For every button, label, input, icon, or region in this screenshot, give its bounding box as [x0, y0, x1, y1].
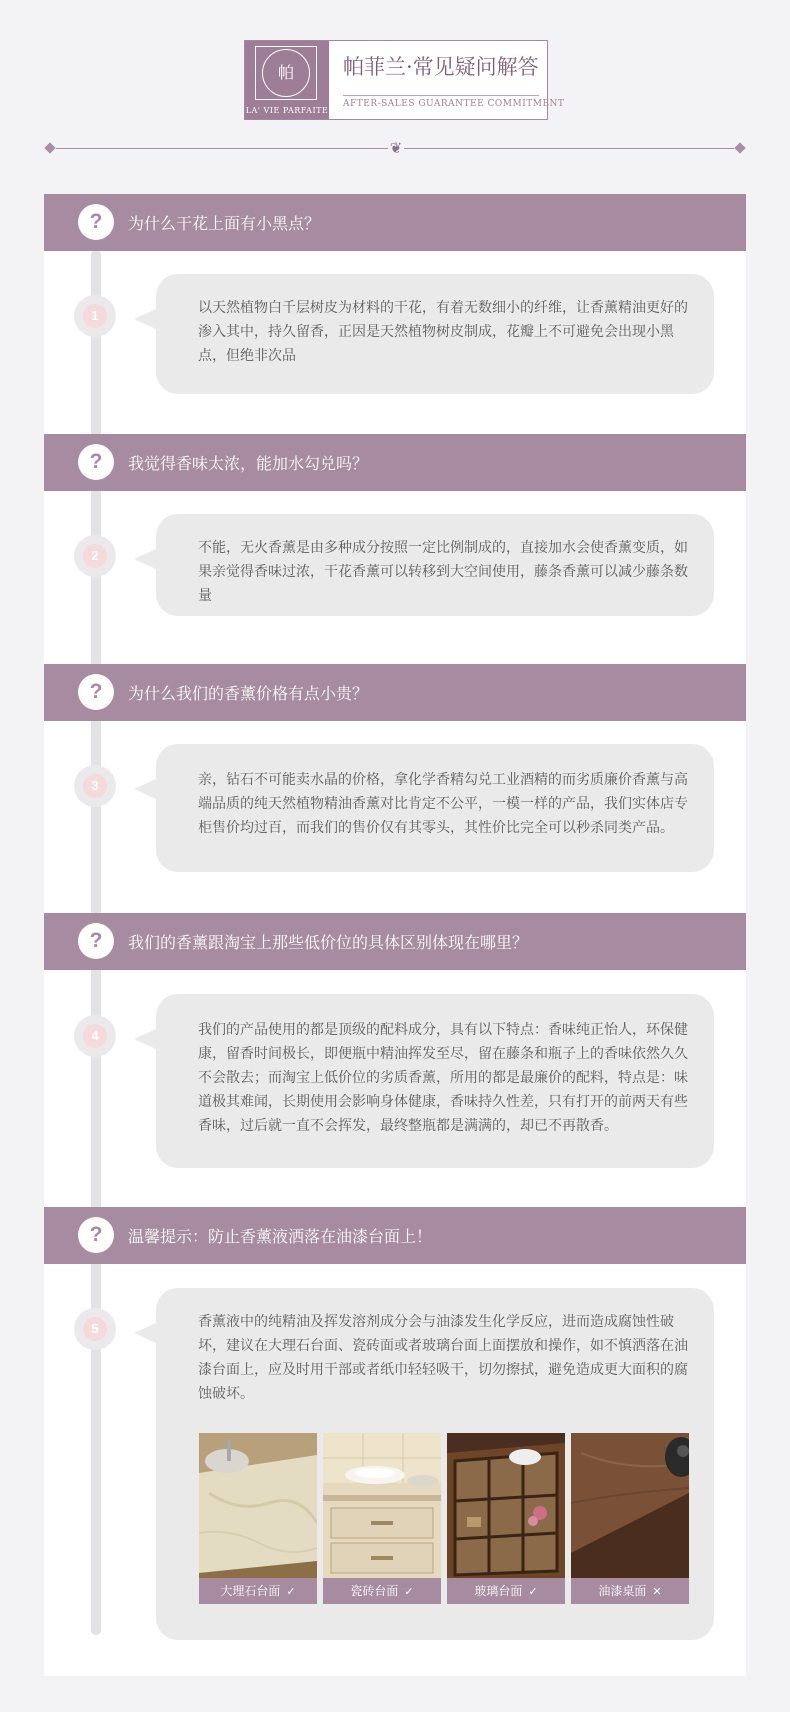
brand-logo-box: [244, 40, 565, 120]
check-icon: ✓: [404, 1585, 414, 1598]
question-text: 为什么干花上面有小黑点？: [128, 214, 321, 233]
answer-bubble: [156, 744, 714, 872]
lacquer-surface-photo: [571, 1433, 689, 1604]
brand-logo: [245, 41, 329, 119]
step-number-badge: [74, 535, 116, 577]
question-mark-icon: ?: [78, 923, 114, 959]
step-number: 2: [83, 544, 107, 568]
step-number: 5: [83, 1317, 107, 1341]
question-mark-icon: ?: [78, 1217, 114, 1253]
question-mark-icon: ?: [78, 444, 114, 480]
brand-logo-subtitle: LA' VIE PARFAITE: [245, 106, 329, 115]
check-icon: ✓: [286, 1585, 296, 1598]
surface-label: 大理石台面 ✓: [199, 1578, 317, 1604]
question-text: 为什么我们的香薰价格有点小贵？: [128, 684, 369, 703]
divider-diamond-right: [734, 142, 745, 153]
step-number: 1: [83, 304, 107, 328]
answer-text: 我们的产品使用的都是顶级的配料成分，具有以下特点：香味纯正怡人，环保健康，留香时间极长，即便瓶中精油挥发至尽，留在藤条和瓶子上的香味依然久久不会散去；而淘宝上低价位的劣质香薰，所用的都是最廉价的配料，特点是：味道极其难闻，长期使用会影响身体健康，香味持久性差，只有打开的前两天有些香味，过后就一直不会挥发，最终整瓶都是满满的，却已不再散香。: [198, 1022, 688, 1134]
ornament-icon: ❦: [389, 139, 403, 157]
step-number-badge: [74, 1308, 116, 1350]
question-bar: [44, 1207, 746, 1264]
question-bar: [44, 913, 746, 970]
answer-bubble: [156, 274, 714, 394]
step-number-badge: [74, 765, 116, 807]
question-bar: [44, 434, 746, 491]
surface-label: 玻璃台面 ✓: [447, 1578, 565, 1604]
header-divider: [46, 140, 744, 160]
answer-bubble: [156, 994, 714, 1168]
surface-label: 油漆桌面 ✕: [571, 1578, 689, 1604]
page-subtitle: AFTER-SALES GUARANTEE COMMITMENT: [343, 99, 565, 109]
close-icon: ✕: [652, 1585, 662, 1598]
surface-photo-row: [199, 1433, 689, 1604]
step-number-badge: [74, 295, 116, 337]
step-number-badge: [74, 1015, 116, 1057]
check-icon: ✓: [528, 1585, 538, 1598]
brand-seal: [255, 46, 317, 100]
title-underline: [343, 95, 539, 96]
answer-text: 香薰液中的纯精油及挥发溶剂成分会与油漆发生化学反应，进而造成腐蚀性破坏，建议在大理石台面、瓷砖面或者玻璃台面上面摆放和操作，如不慎洒落在油漆台面上，应及时用干部或者纸巾轻轻吸干，切勿擦拭，避免造成更大面积的腐蚀破坏。: [198, 1314, 688, 1402]
question-text: 我们的香薰跟淘宝上那些低价位的具体区别体现在哪里？: [128, 933, 529, 952]
answer-text: 亲，钻石不可能卖水晶的价格，拿化学香精勾兑工业酒精的而劣质廉价香薰与高端品质的纯天然植物精油香薰对比肯定不公平，一模一样的产品，我们实体店专柜售价均过百，而我们的售价仅有其零头，其性价比完全可以秒杀同类产品。: [198, 772, 688, 836]
answer-bubble: [156, 514, 714, 616]
brand-seal-circle: 帕: [262, 49, 310, 97]
question-bar: [44, 194, 746, 251]
tile-surface-photo: [323, 1433, 441, 1604]
page-header: [0, 0, 790, 170]
answer-text: 以天然植物白千层树皮为材料的干花，有着无数细小的纤维，让香薰精油更好的渗入其中，持久留香，正因是天然植物树皮制成，花瓣上不可避免会出现小黑点，但绝非次品: [198, 300, 688, 364]
surface-label: 瓷砖台面 ✓: [323, 1578, 441, 1604]
question-text: 我觉得香味太浓，能加水勾兑吗？: [128, 454, 369, 473]
page-title: 帕菲兰·常见疑问解答: [343, 55, 539, 79]
step-number: 3: [83, 774, 107, 798]
divider-diamond-left: [44, 142, 55, 153]
question-bar: [44, 664, 746, 721]
glass-surface-photo: [447, 1433, 565, 1604]
answer-text: 不能，无火香薰是由多种成分按照一定比例制成的，直接加水会使香薰变质，如果亲觉得香味过浓，干花香薰可以转移到大空间使用，藤条香薰可以减少藤条数量: [198, 540, 688, 604]
step-number: 4: [83, 1024, 107, 1048]
question-mark-icon: ?: [78, 674, 114, 710]
question-mark-icon: ?: [78, 204, 114, 240]
marble-surface-photo: [199, 1433, 317, 1604]
question-text: 温馨提示：防止香薰液洒落在油漆台面上！: [128, 1227, 433, 1246]
